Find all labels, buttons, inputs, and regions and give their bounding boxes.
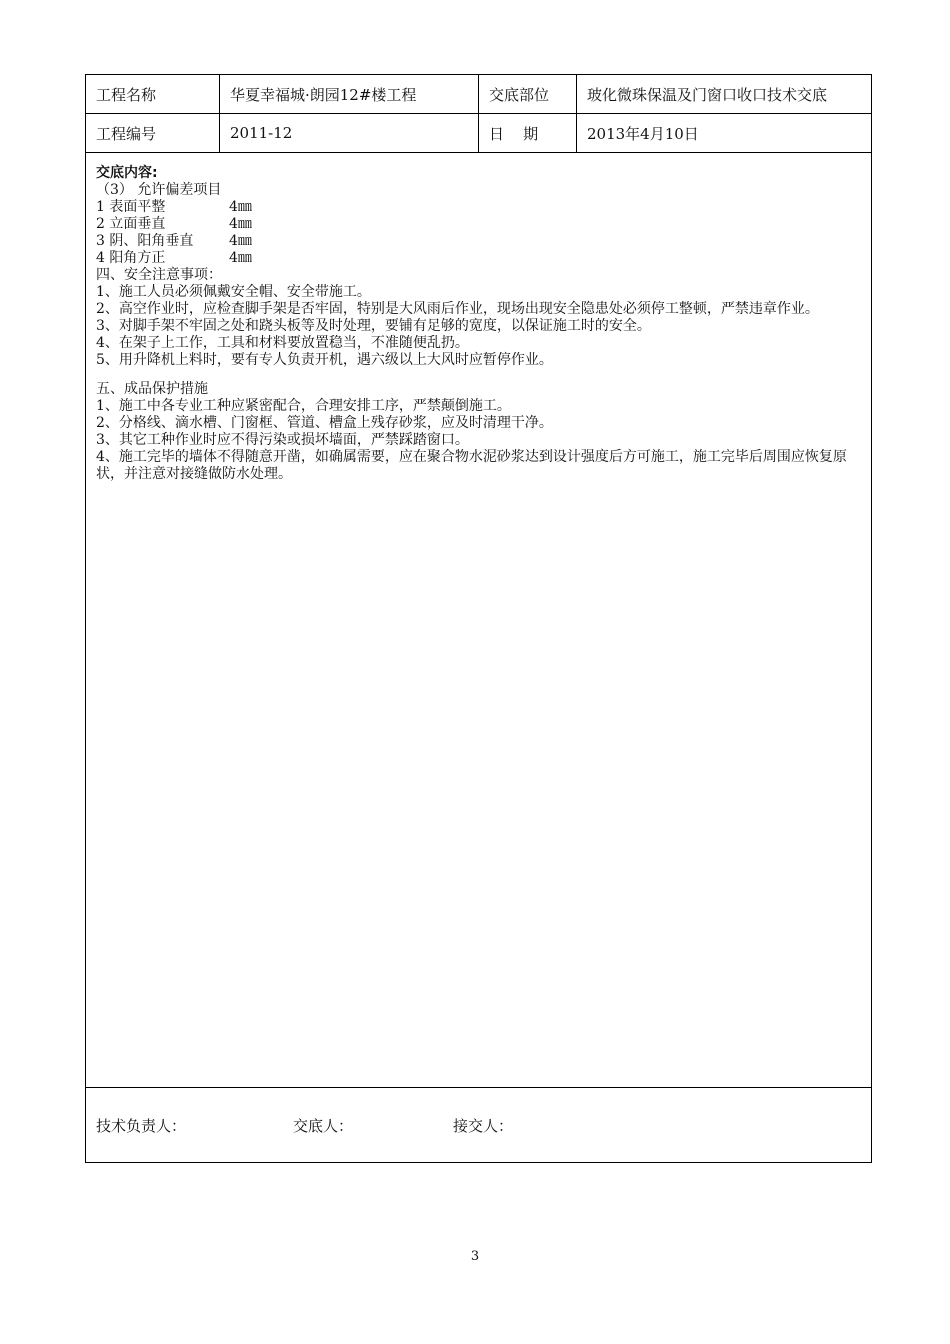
tolerance-item [96,216,861,233]
content-cell [86,153,872,1088]
safety-item: 5、用升降机上料时，要有专人负责开机，遇六级以上大风时应暂停作业。 [96,352,553,368]
discloser-signature-label: 交底人： [293,1116,354,1135]
project-name-label: 工程名称 [86,75,220,114]
handover-form-table [85,74,872,1163]
tolerance-title: （3） 允许偏差项目 [96,182,222,198]
safety-item: 3、对脚手架不牢固之处和跷头板等及时处理，要铺有足够的宽度，以保证施工时的安全。 [96,318,651,334]
tolerance-label: 1 表面平整 [96,199,166,215]
content-row [86,153,872,1088]
signature-row [86,1088,872,1163]
safety-title: 四、安全注意事项： [96,267,222,283]
protection-item: 4、施工完毕的墙体不得随意开凿，如确属需要，应在聚合物水泥砂浆达到设计强度后方可施工，施工完毕后周围应恢复原状，并注意对接缝做防水处理。 [96,449,847,482]
content-block [96,165,861,483]
tolerance-label: 4 阳角方正 [96,250,166,266]
signature-line [96,1115,861,1136]
signature-cell [86,1088,872,1163]
protection-item: 3、其它工种作业时应不得污染或损坏墙面，严禁踩踏窗口。 [96,432,469,448]
page-number: 3 [470,1249,480,1264]
header-row-2 [86,114,872,153]
date-value: 2013年4月10日 [577,114,872,153]
tolerance-label: 3 阴、阳角垂直 [96,233,194,249]
handover-part-value: 玻化微珠保温及门窗口收口技术交底 [577,75,872,114]
handover-part-label: 交底部位 [479,75,577,114]
safety-item: 1、施工人员必须佩戴安全帽、安全带施工。 [96,284,371,300]
tolerance-item [96,233,861,250]
header-row-1 [86,75,872,114]
safety-item: 4、在架子上工作，工具和材料要放置稳当，不准随便乱扔。 [96,335,469,351]
tolerance-value: 4㎜ [229,216,252,232]
tolerance-value: 4㎜ [229,233,252,249]
tolerance-label: 2 立面垂直 [96,216,166,232]
protection-title: 五、成品保护措施 [96,381,208,397]
date-label: 日 期 [479,114,577,153]
section-spacer [96,369,861,381]
project-no-label: 工程编号 [86,114,220,153]
tolerance-item [96,250,861,267]
safety-item: 2、高空作业时，应检查脚手架是否牢固，特别是大风雨后作业，现场出现安全隐患处必须停工整顿，严禁违章作业。 [96,301,819,317]
content-heading: 交底内容: [96,165,158,181]
protection-item: 2、分格线、滴水槽、门窗框、管道、槽盒上残存砂浆，应及时清理干净。 [96,415,553,431]
project-name-value: 华夏幸福城·朗园12#楼工程 [220,75,479,114]
tolerance-value: 4㎜ [229,199,252,215]
tolerance-value: 4㎜ [229,250,252,266]
receiver-signature-label: 接交人： [453,1116,514,1135]
project-no-value: 2011-12 [220,114,479,153]
protection-item: 1、施工中各专业工种应紧密配合，合理安排工序，严禁颠倒施工。 [96,398,511,414]
tech-lead-signature-label: 技术负责人： [96,1116,187,1135]
tolerance-item [96,199,861,216]
